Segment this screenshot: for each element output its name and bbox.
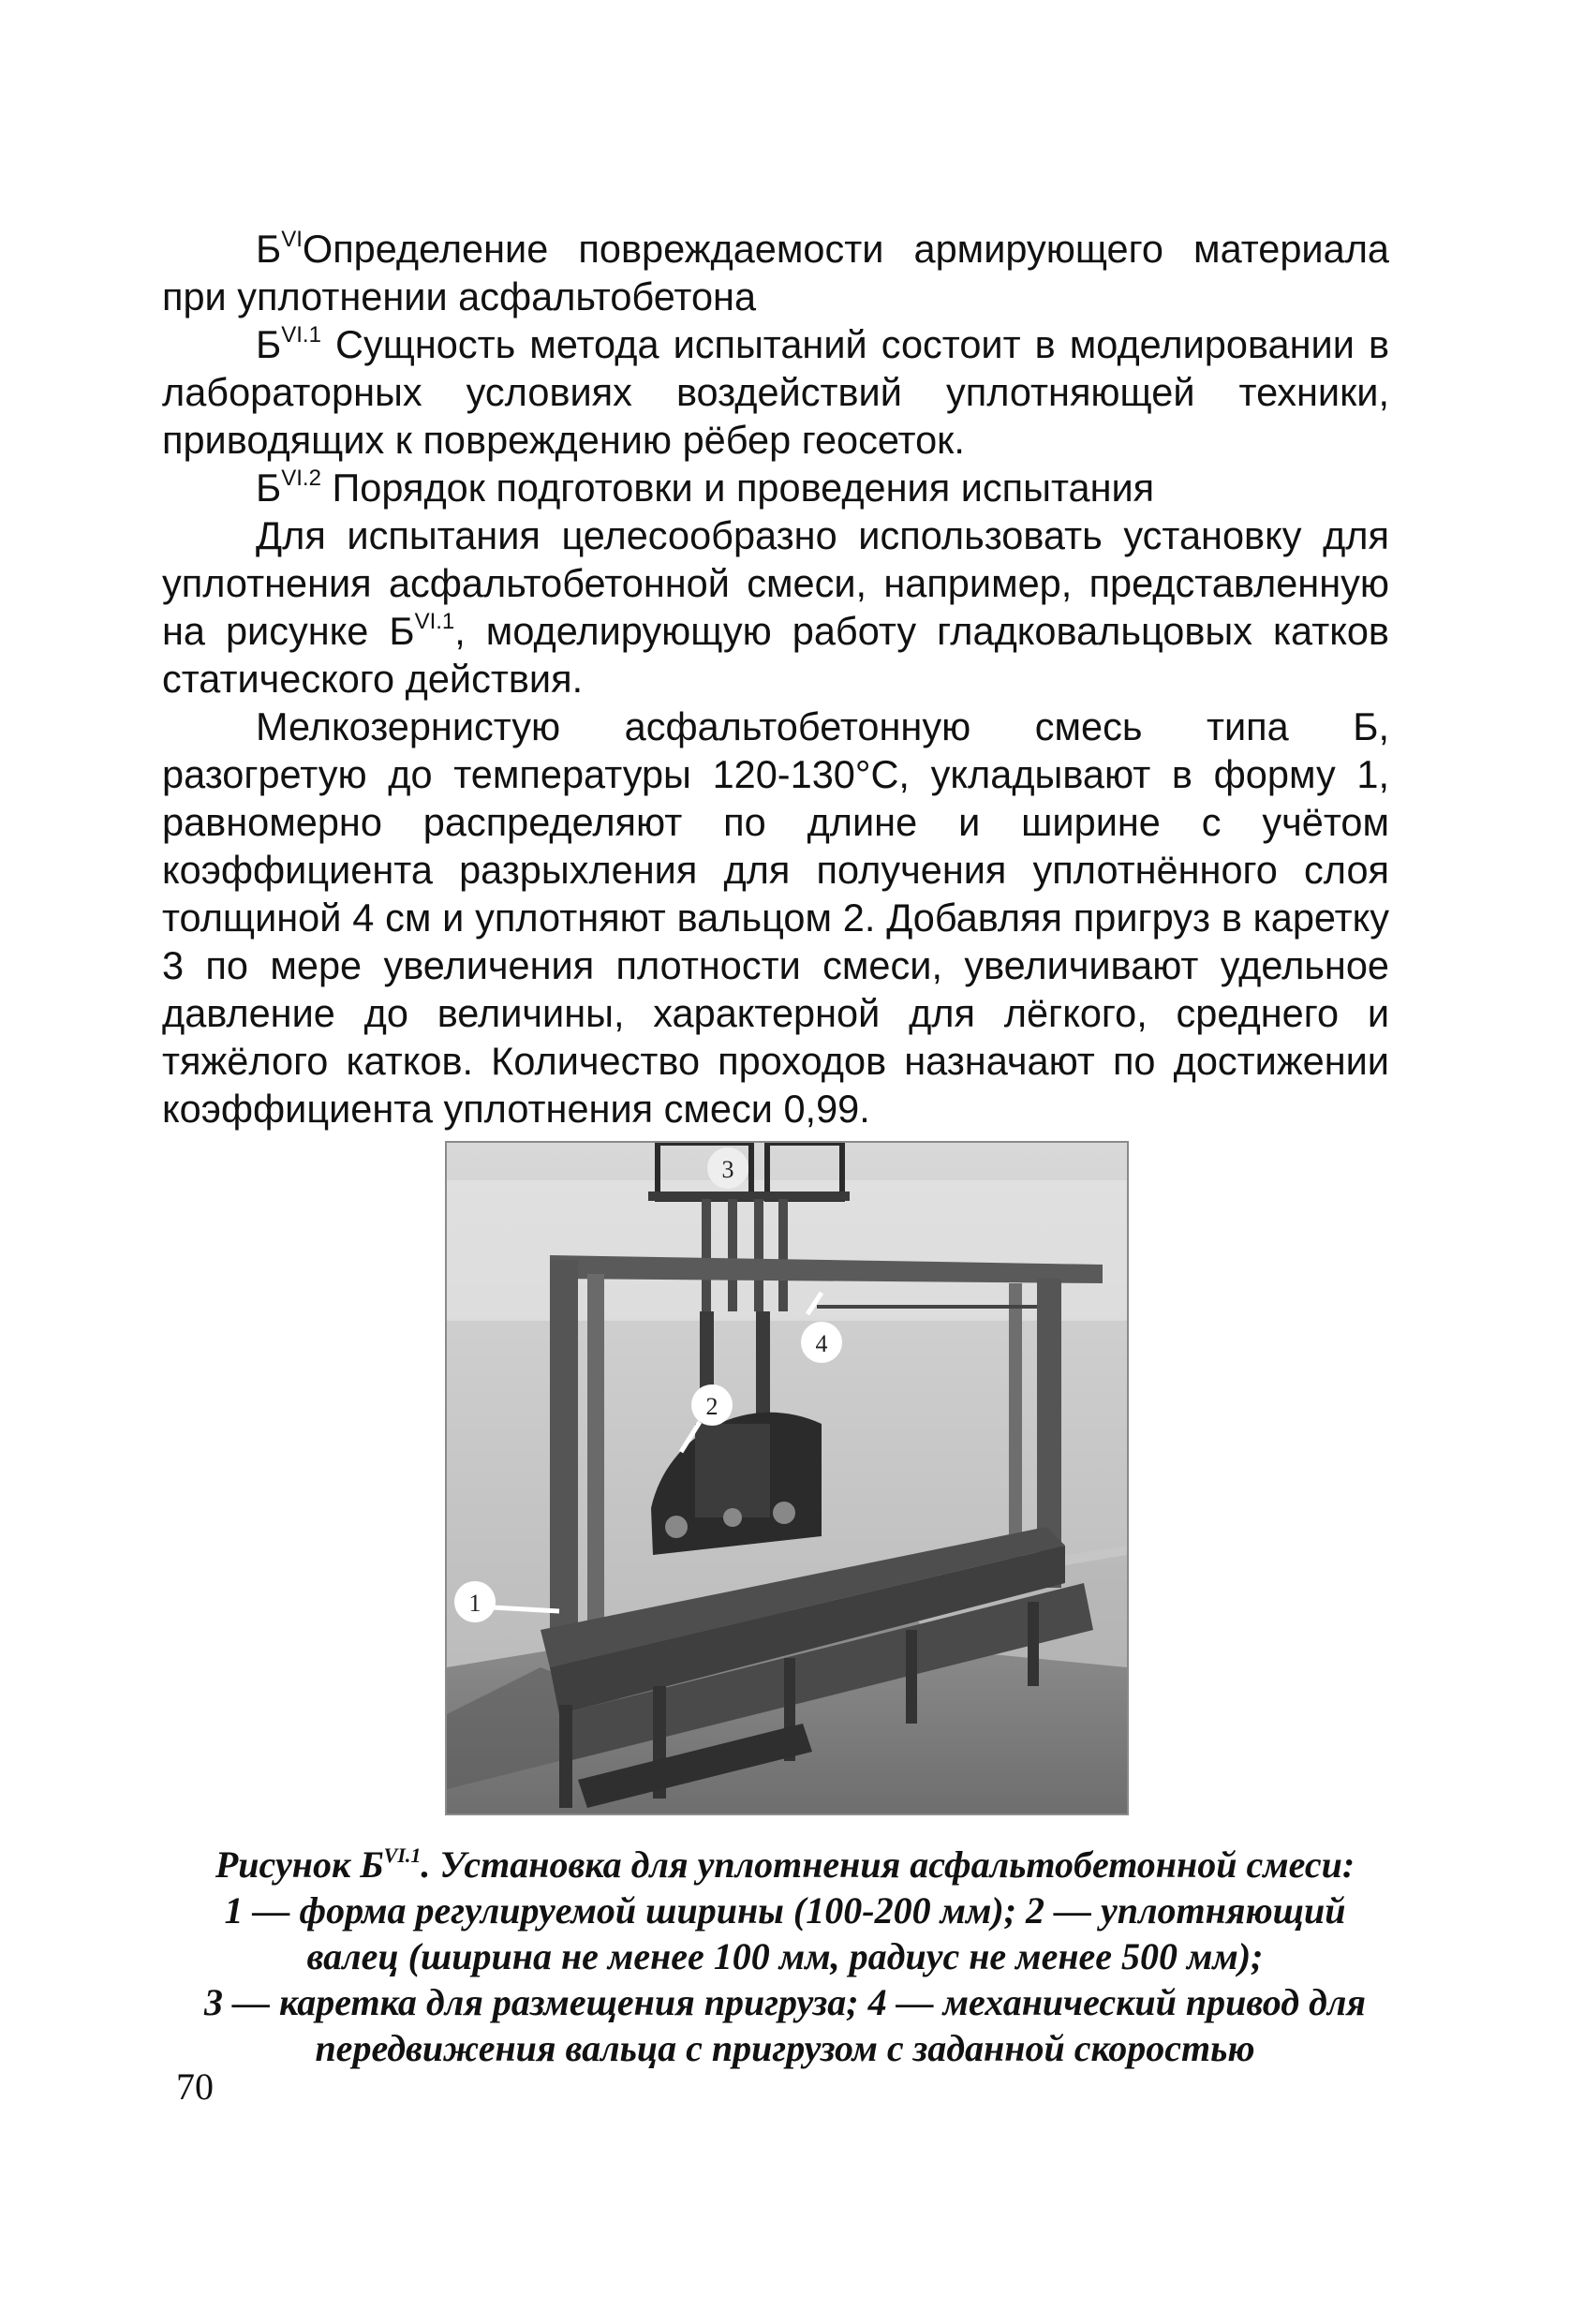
paragraph-text: Порядок подготовки и проведения испытания <box>320 466 1155 510</box>
section-number: VI.2 <box>281 466 321 492</box>
section-title: Определение повреждаемости армирующего материала при уплотнении асфальтобетона <box>162 227 1389 318</box>
caption-figure-number: VI.1 <box>383 1843 422 1867</box>
caption-line-5: передвижения вальца с пригрузом с заданной скоростью <box>315 2027 1255 2069</box>
subheading-procedure <box>162 464 1389 511</box>
compaction-rig-illustration <box>447 1143 1127 1813</box>
caption-title: . Установка для уплотнения асфальтобетонной смеси: <box>421 1843 1355 1886</box>
caption-line-4: 3 — каретка для размещения пригруза; 4 — механический привод для <box>203 1981 1367 2023</box>
section-number: VI.1 <box>281 322 321 348</box>
section-letter: Б <box>256 322 282 366</box>
caption-label: Рисунок Б <box>215 1843 384 1886</box>
paragraph-text: Сущность метода испытаний состоит в моделировании в лабораторных условиях воздействий уплотняющей техники, приводящих к повреждению рёбер геосеток. <box>162 322 1389 462</box>
paragraph-text: Для испытания целесообразно использовать установку для уплотнения асфальтобетонной смеси, например, представленную на рисунке Б <box>162 513 1389 653</box>
figure-photo <box>445 1141 1129 1815</box>
callout-label: 3 <box>721 1156 734 1183</box>
section-letter: Б <box>256 466 282 510</box>
figure-caption <box>169 1842 1401 2071</box>
body-text <box>162 225 1389 1132</box>
paragraph-text: , моделирующую работу гладковальцовых катков статического действия. <box>162 609 1389 701</box>
paragraph-equipment <box>162 511 1389 703</box>
callout-label: 1 <box>468 1590 481 1617</box>
paragraph-text: Мелкозернистую асфальтобетонную смесь типа Б, разогретую до температуры 120-130°С, укладывают в форму 1, равномерно распределяют по длине и ширине с учётом коэффициента разрыхления для получения уплотнённого слоя толщиной 4 см и уплотняют вальцом 2. Добавляя пригруз в каретку 3 по мере увеличения плотности смеси, увеличивают удельное давление до величины, характерной для лёгкого, среднего и тяжёлого катков. Количество проходов назначают по достижении коэффициента уплотнения смеси 0,99. <box>162 704 1389 1131</box>
caption-line-3: валец (ширина не менее 100 мм, радиус не менее 500 мм); <box>306 1935 1264 1977</box>
page-number: 70 <box>176 2065 214 2108</box>
section-letter: Б <box>256 227 282 271</box>
figure-reference: VI.1 <box>414 609 455 635</box>
callout-3 <box>707 1147 748 1189</box>
caption-line-1 <box>169 1842 1401 1887</box>
paragraph-method-essence <box>162 320 1389 464</box>
section-number: VI <box>281 227 303 253</box>
callout-label: 2 <box>705 1393 718 1420</box>
callout-label: 4 <box>815 1330 828 1357</box>
section-heading-bvi <box>162 225 1389 320</box>
paragraph-procedure <box>162 703 1389 1132</box>
caption-line-2: 1 — форма регулируемой ширины (100-200 мм); 2 — уплотняющий <box>224 1889 1346 1932</box>
